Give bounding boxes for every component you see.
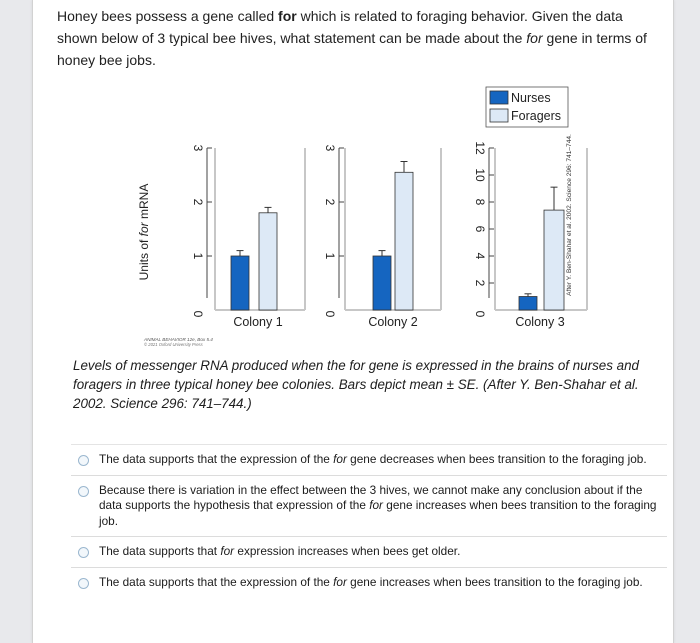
panel-title: Colony 3 bbox=[515, 315, 565, 329]
y-tick-label: 2 bbox=[473, 279, 487, 287]
legend-label-foragers: Foragers bbox=[511, 109, 562, 123]
option-gene: for bbox=[369, 498, 383, 512]
y-tick-label: 10 bbox=[473, 168, 487, 182]
y-axis-label: Units of for mRNA bbox=[137, 183, 151, 281]
radio-button[interactable] bbox=[78, 578, 89, 589]
panel-title: Colony 2 bbox=[368, 315, 418, 329]
y-tick-label: 8 bbox=[473, 198, 487, 206]
bar-foragers bbox=[259, 213, 277, 310]
answer-option-3[interactable] bbox=[71, 536, 667, 567]
question-gene-italic: for bbox=[526, 30, 543, 46]
bar-nurses bbox=[231, 256, 249, 310]
bar-foragers bbox=[395, 172, 413, 310]
option-text: The data supports that bbox=[99, 544, 221, 558]
y-tick-label: 6 bbox=[473, 225, 487, 233]
radio-button[interactable] bbox=[78, 547, 89, 558]
figure-caption bbox=[73, 356, 663, 413]
option-gene: for bbox=[220, 544, 235, 558]
answer-option-4[interactable] bbox=[71, 567, 667, 598]
y-tick-label: 2 bbox=[323, 198, 337, 206]
option-text: gene decreases when bees transition to the foraging job. bbox=[346, 452, 647, 466]
panel-title: Colony 1 bbox=[233, 315, 283, 329]
y-tick-label: 0 bbox=[323, 310, 337, 318]
figure-chart bbox=[33, 0, 673, 350]
legend-label-nurses: Nurses bbox=[511, 91, 551, 105]
y-tick-label: 0 bbox=[191, 310, 205, 318]
option-text: Because there is variation in the effect between the 3 hives, we cannot make any conclusion about if the data supports the hypothesis that expression of the bbox=[99, 482, 643, 512]
caption-part: Levels of messenger RNA produced when the bbox=[73, 358, 350, 373]
y-tick-label: 2 bbox=[191, 198, 205, 206]
publisher-line-1: ANIMAL BEHAVIOR 12e, Box 5.4 bbox=[144, 337, 213, 342]
radio-button[interactable] bbox=[78, 455, 89, 466]
option-text: expression increases when bees get older. bbox=[234, 544, 461, 558]
legend bbox=[486, 87, 568, 127]
question-part: which is related to foraging behavior. Given the data shown below of 3 typical bee hives, what statement can be made about the bbox=[57, 8, 623, 46]
question-part: Honey bees possess a gene called bbox=[57, 8, 279, 24]
option-gene: for bbox=[333, 574, 347, 589]
caption-part: SE. (After Y. Ben-Shahar et al. 2002. Science 296: 741–744.) bbox=[73, 377, 639, 411]
bar-foragers bbox=[544, 210, 564, 310]
question-part: gene in terms of honey bee jobs. bbox=[57, 30, 647, 68]
option-text: The data supports that the expression of the bbox=[99, 452, 334, 466]
publisher-line-2: © 2021 Oxford University Press bbox=[144, 342, 203, 347]
question-gene-bold: for bbox=[278, 8, 297, 24]
question-card bbox=[32, 0, 674, 643]
caption-plusminus: ± bbox=[446, 377, 455, 392]
figure-credit: After Y. Ben-Shahar et al. 2002. Science 296: 741–744. bbox=[566, 134, 573, 296]
answer-options bbox=[71, 444, 667, 597]
caption-part: gene is expressed in the brains of nurses and foragers in three typical honey bee colonies. Bars depict mean bbox=[73, 358, 639, 392]
radio-button[interactable] bbox=[78, 486, 89, 497]
y-tick-label: 1 bbox=[191, 252, 205, 260]
answer-option-1[interactable] bbox=[71, 444, 667, 475]
y-tick-label: 3 bbox=[323, 144, 337, 152]
legend-swatch-foragers bbox=[490, 109, 508, 122]
option-text: gene increases when bees transition to the foraging job. bbox=[346, 574, 643, 589]
chart-panels bbox=[191, 141, 587, 329]
caption-gene: for bbox=[349, 358, 366, 373]
y-tick-label: 0 bbox=[473, 310, 487, 318]
y-tick-label: 3 bbox=[191, 144, 205, 152]
legend-swatch-nurses bbox=[490, 91, 508, 104]
y-tick-label: 4 bbox=[473, 252, 487, 260]
option-text: The data supports that the expression of the bbox=[99, 574, 334, 589]
option-text: gene increases when bees transition to the foraging job. bbox=[99, 498, 657, 528]
bar-nurses bbox=[373, 256, 391, 310]
answer-option-2[interactable] bbox=[71, 475, 667, 537]
option-gene: for bbox=[333, 452, 347, 466]
y-tick-label: 12 bbox=[473, 141, 487, 155]
bar-nurses bbox=[519, 297, 537, 311]
y-tick-label: 1 bbox=[323, 252, 337, 260]
